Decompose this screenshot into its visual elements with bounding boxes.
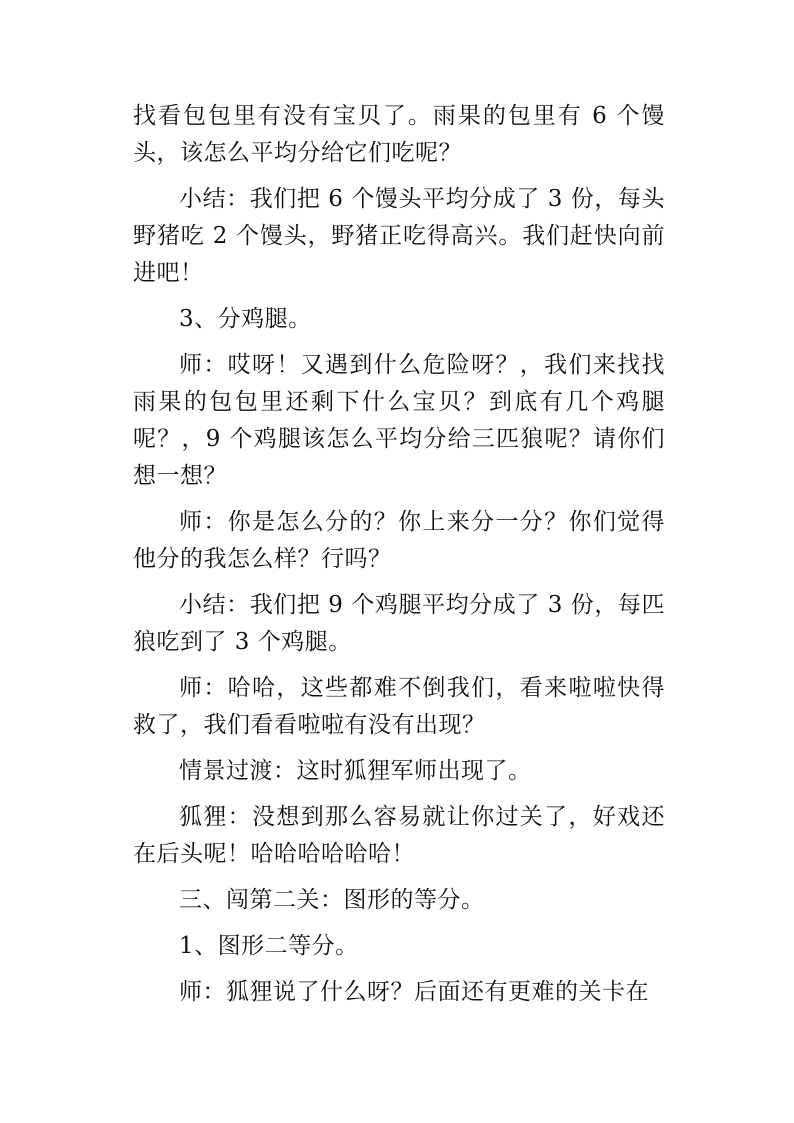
paragraph-5: 师：你是怎么分的？你上来分一分？你们觉得他分的我怎么样？行吗？ bbox=[133, 509, 665, 572]
paragraph-8: 情景过渡：这时狐狸军师出现了。 bbox=[179, 758, 532, 784]
paragraph-6: 小结：我们把 9 个鸡腿平均分成了 3 份，每匹狼吃到了 3 个鸡腿。 bbox=[133, 592, 665, 655]
paragraph-4: 师：哎呀！又遇到什么危险呀？，我们来找找雨果的包包里还剩下什么宝贝？到底有几个鸡腿呢？，9 个鸡腿该怎么平均分给三匹狼呢？请你们想一想？ bbox=[133, 352, 665, 489]
paragraph-3: 3、分鸡腿。 bbox=[179, 306, 312, 332]
paragraph-7: 师：哈哈，这些都难不倒我们，看来啦啦快得救了，我们看看啦啦有没有出现？ bbox=[133, 675, 665, 738]
paragraph-9: 狐狸：没想到那么容易就让你过关了，好戏还在后头呢！哈哈哈哈哈哈！ bbox=[133, 804, 665, 867]
paragraph-12: 师：狐狸说了什么呀？后面还有更难的关卡在 bbox=[179, 979, 649, 1005]
paragraph-11: 1、图形二等分。 bbox=[179, 933, 359, 959]
paragraph-10: 三、闯第二关：图形的等分。 bbox=[179, 887, 485, 913]
paragraph-1: 找看包包里有没有宝贝了。雨果的包里有 6 个馒头，该怎么平均分给它们吃呢？ bbox=[133, 103, 665, 166]
paragraph-2: 小结：我们把 6 个馒头平均分成了 3 份，每头野猪吃 2 个馒头，野猪正吃得高兴。我们赶快向前进吧！ bbox=[133, 186, 665, 286]
document-body bbox=[133, 98, 665, 1020]
